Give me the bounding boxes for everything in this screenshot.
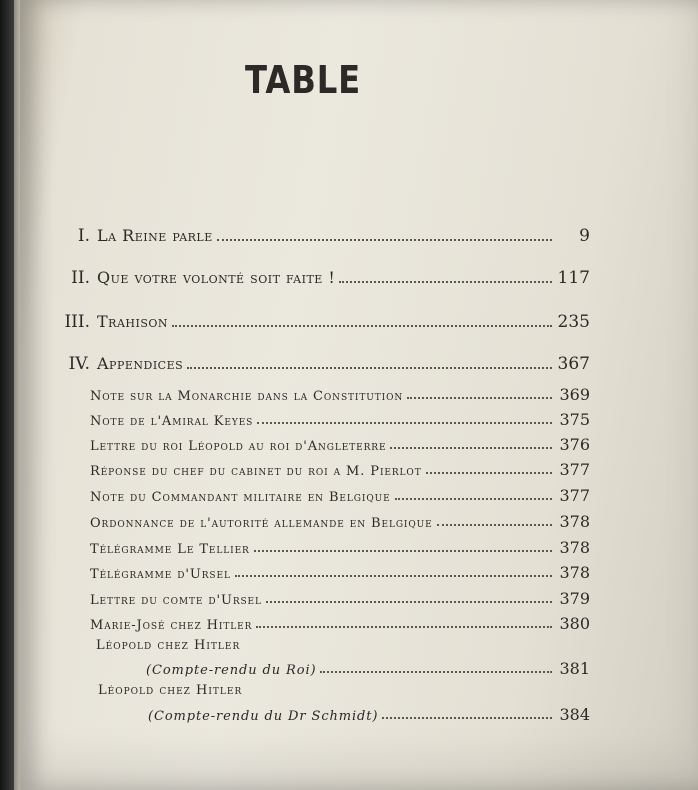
chapter-title: Appendices	[97, 354, 184, 373]
toc-chapter-row	[38, 268, 590, 288]
dot-leader	[172, 325, 552, 327]
toc-appendix-row	[146, 659, 590, 678]
dot-leader	[256, 626, 552, 628]
page-number: 379	[559, 589, 590, 608]
dot-leader	[254, 550, 552, 552]
appendix-title: Lettre du roi Léopold au roi d'Angleterre	[90, 439, 387, 454]
dot-leader	[187, 367, 552, 369]
page-number: 117	[557, 268, 590, 288]
page-number: 377	[559, 460, 590, 479]
appendix-title: Marie-José chez Hitler	[90, 618, 253, 633]
page-number: 378	[559, 538, 590, 557]
dot-leader	[217, 239, 552, 241]
dot-leader	[382, 717, 552, 719]
page-number: 380	[559, 614, 590, 633]
toc-appendix-row	[90, 589, 590, 608]
toc-appendix-row	[90, 563, 590, 582]
dot-leader	[320, 671, 552, 673]
appendix-title: Léopold chez Hitler	[96, 638, 241, 653]
chapter-title: Que votre volonté soit faite !	[97, 268, 336, 287]
appendix-title: Ordonnance de l'autorité allemande en Belgique	[90, 516, 433, 531]
dot-leader	[407, 397, 552, 399]
dot-leader	[235, 575, 552, 577]
toc-chapter-row	[38, 312, 590, 332]
page-number: 375	[559, 410, 590, 429]
appendix-title: Réponse du chef du cabinet du roi a M. Pierlot	[90, 464, 422, 479]
chapter-title: La Reine parle	[97, 226, 213, 245]
toc-chapter-row	[38, 226, 590, 246]
page-number: 384	[559, 705, 590, 724]
dot-leader	[426, 472, 552, 474]
appendix-title: Note de l'Amiral Keyes	[90, 414, 254, 429]
page-number: 9	[579, 226, 590, 246]
page-number: 367	[557, 354, 590, 374]
toc-appendix-row	[90, 460, 590, 479]
page-number: 378	[559, 563, 590, 582]
appendix-title: Télégramme d'Ursel	[90, 567, 231, 582]
book-spine-shadow	[0, 0, 14, 790]
chapter-numeral: I.	[77, 226, 90, 246]
page-number: 381	[559, 659, 590, 678]
toc-appendix-row	[90, 385, 590, 404]
chapter-numeral: II.	[71, 268, 90, 288]
appendix-title: Note du Commandant militaire en Belgique	[90, 490, 391, 505]
toc-appendix-row	[90, 512, 590, 531]
page-number: 376	[559, 435, 590, 454]
toc-appendix-row	[90, 435, 590, 454]
toc-appendix-row	[148, 705, 590, 724]
dot-leader	[437, 524, 552, 526]
appendix-title: Note sur la Monarchie dans la Constitution	[90, 389, 404, 404]
appendix-subtitle: (Compte-rendu du Roi)	[146, 663, 317, 678]
toc-appendix-row	[90, 486, 590, 505]
dot-leader	[339, 281, 552, 283]
dot-leader	[257, 422, 552, 424]
appendix-subtitle: (Compte-rendu du Dr Schmidt)	[148, 709, 379, 724]
toc-chapter-row	[38, 354, 590, 374]
dot-leader	[266, 601, 552, 603]
page-number: 378	[559, 512, 590, 531]
appendix-title: Léopold chez Hitler	[98, 683, 243, 698]
chapter-numeral: III.	[64, 312, 90, 332]
dot-leader	[395, 498, 552, 500]
chapter-title: Trahison	[97, 312, 169, 331]
page-number: 235	[557, 312, 590, 332]
appendix-title: Lettre du comte d'Ursel	[90, 593, 262, 608]
appendix-title: Télégramme Le Tellier	[90, 542, 250, 557]
page-title: TABLE	[245, 58, 362, 102]
page-number: 377	[559, 486, 590, 505]
toc-appendix-row	[90, 410, 590, 429]
toc-appendix-row	[90, 614, 590, 633]
toc-appendix-row	[90, 538, 590, 557]
dot-leader	[390, 447, 552, 449]
page-number: 369	[559, 385, 590, 404]
chapter-numeral: IV.	[68, 354, 90, 374]
